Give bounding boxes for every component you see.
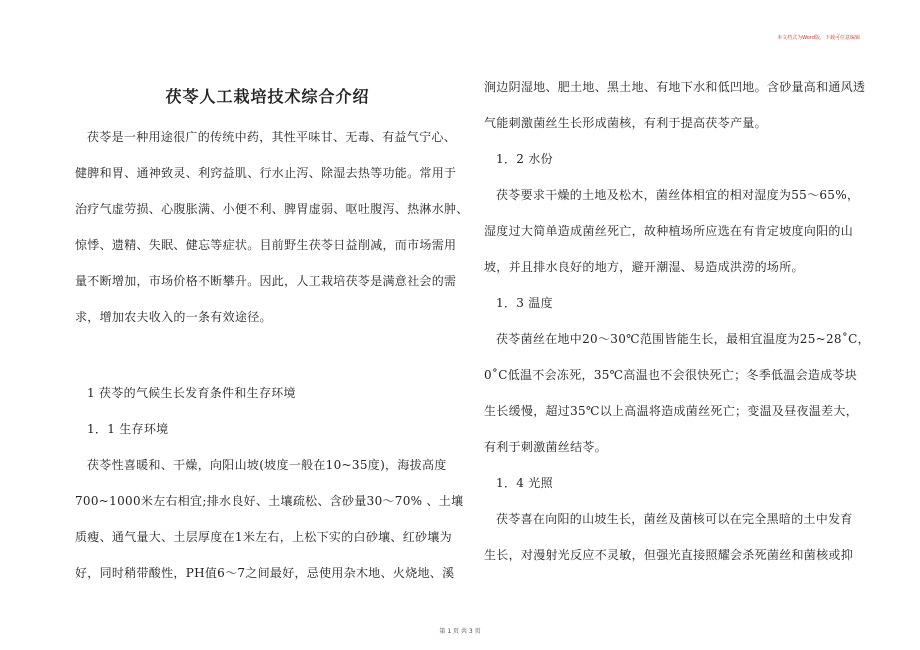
text-line: 坡，并且排水良好的地方，避开潮湿、易造成洪涝的场所。 xyxy=(484,260,804,274)
section-heading: 1 茯苓的气候生长发育条件和生存环境 xyxy=(87,386,296,400)
text-line: 惊悸、遗精、失眠、健忘等症状。目前野生茯苓日益削减，而市场需用 xyxy=(75,238,457,252)
subsection-heading: 1．3 温度 xyxy=(496,296,553,310)
subsection-heading: 1．4 光照 xyxy=(496,476,553,490)
text-line: 茯苓是一种用途很广的传统中药，其性平味甘、无毒、有益气宁心、 xyxy=(87,130,457,144)
subsection-heading: 1．1 生存环境 xyxy=(87,422,169,436)
text-line: 量不断增加，市场价格不断攀升。因此，人工栽培茯苓是满意社会的需 xyxy=(75,274,457,288)
text-line: 治疗气虚劳损、心腹胀满、小便不利、脾胃虚弱、呕吐腹泻、热淋水肿、 xyxy=(75,202,469,216)
subsection-heading: 1．2 水份 xyxy=(496,152,553,166)
text-line: 好，同时稍带酸性，PH值6～7之间最好，忌使用杂木地、火烧地、溪 xyxy=(75,566,455,580)
text-line: 茯苓喜在向阳的山坡生长，菌丝及菌核可以在完全黑暗的土中发育 xyxy=(496,512,853,526)
text-line: 茯苓菌丝在地中20～30℃范围皆能生长，最相宜温度为25~28˚C， xyxy=(496,332,870,346)
text-line: 质瘦、通气量大、土层厚度在1米左右，上松下实的白砂壤、红砂壤为 xyxy=(75,530,452,544)
text-line: 湿度过大简单造成菌丝死亡，故种植场所应选在有肯定坡度向阳的山 xyxy=(484,224,854,238)
text-line: 生长缓慢，超过35℃以上高温将造成菌丝死亡；变温及昼夜温差大， xyxy=(484,404,858,418)
text-line: 0˚C低温不会冻死，35℃高温也不会很快死亡；冬季低温会造成苓块 xyxy=(484,368,858,382)
text-line: 生长，对漫射光反应不灵敏，但强光直接照耀会杀死菌丝和菌核或抑 xyxy=(484,548,854,562)
text-line: 茯苓要求干燥的土地及松木，菌丝体相宜的相对湿度为55～65%， xyxy=(496,188,860,202)
text-line: 求，增加农夫收入的一条有效途径。 xyxy=(75,310,272,324)
text-line: 气能刺激菌丝生长形成菌核，有利于提高茯苓产量。 xyxy=(484,116,767,130)
text-line: 有利于刺激菌丝结苓。 xyxy=(484,440,608,454)
document-title: 茯苓人工栽培技术综合介绍 xyxy=(165,87,370,106)
text-line: 涧边阴湿地、肥土地、黑土地、有地下水和低凹地。含砂量高和通风透 xyxy=(484,80,866,94)
text-line: 700~1000米左右相宜;排水良好、土壤疏松、含砂量30～70% 、土壤 xyxy=(75,494,464,508)
watermark-text: 本文档式为Word版，下载可任意编辑 xyxy=(777,35,860,41)
text-line: 茯苓性喜暖和、干燥，向阳山坡(坡度一般在10~35度)，海拔高度 xyxy=(87,458,447,472)
text-line: 健脾和胃、通神致灵、利窍益肌、行水止泻、除湿去热等功能。常用于 xyxy=(75,166,457,180)
page-footer: 第 1 页 共 3 页 xyxy=(439,628,481,635)
